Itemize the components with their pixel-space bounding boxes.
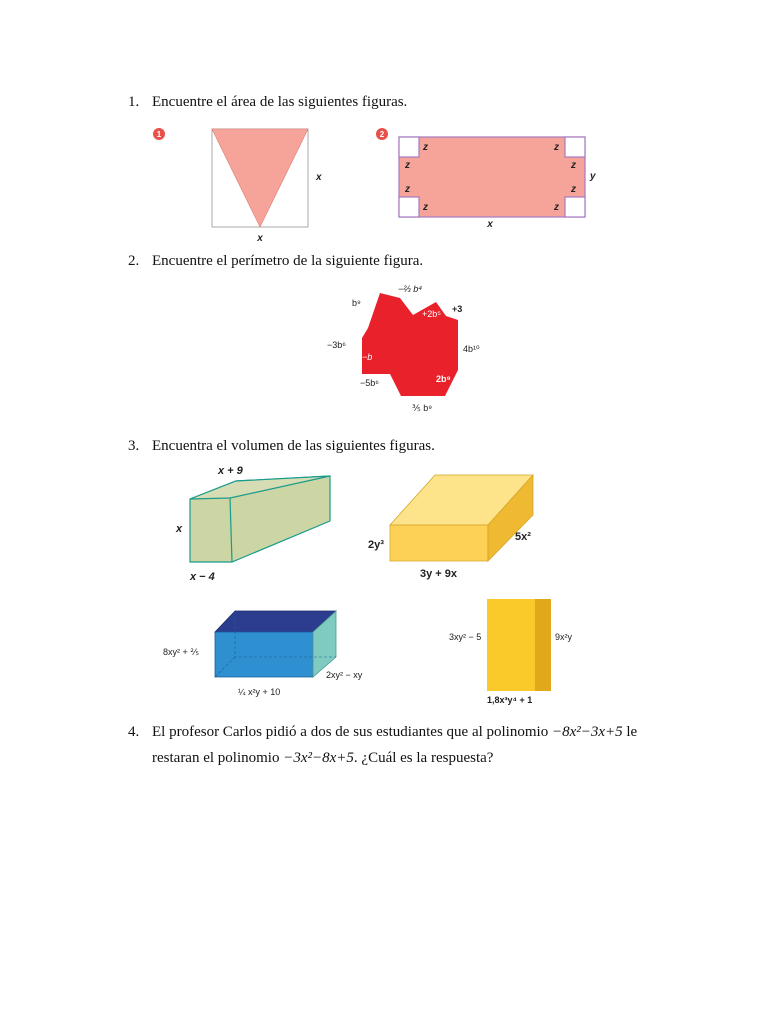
question-2 [128,251,423,271]
badge-number: 1 [156,130,162,139]
corner-square-tl [399,137,419,157]
corner-label: z [405,184,410,195]
bottom-label: x [487,219,493,230]
polynomial-1: −8x²−3x+5 [551,724,623,740]
corner-label: z [554,142,559,153]
corner-label: z [423,202,428,213]
box-depth-label: 2xy² − xy [326,670,363,680]
box-width-label: ¼ x²y + 10 [238,687,281,697]
badge-number: 2 [379,130,385,139]
question-text: Encuentre el perímetro de la siguiente figura. [152,253,424,269]
box-front-face [215,632,313,677]
question-text-a: El profesor Carlos pidió a dos de sus estudiantes que al polinomio [152,724,549,740]
box-depth-label: 5x² [515,531,531,543]
question-3 [128,436,435,456]
question-text-d: . ¿Cuál es la respuesta? [353,750,494,766]
corner-square-br [565,197,585,217]
question-number: 2. [128,253,140,269]
question-4 [128,722,637,742]
corner-label: z [423,142,428,153]
rectangle-area-figure [372,122,602,232]
question-text: Encuentra el volumen de las siguientes figuras. [152,438,435,454]
edge-label-minusb: −b [362,352,373,362]
edge-label-b9: b⁹ [352,298,361,308]
side-label: y [590,171,596,182]
corner-label: z [571,160,576,171]
box-base-label: 1,8x³y⁴ + 1 [487,695,533,705]
box-width-label: 3xy² − 5 [449,632,482,642]
edge-label-right: 4b¹⁰ [463,344,480,354]
question-1 [128,92,407,112]
question-number: 1. [128,94,140,110]
prism-bottom-label: x − 4 [190,571,215,583]
edge-label-2b: 2b⁹ [436,374,451,384]
question-number: 4. [128,724,140,740]
question-text-c: restaran el polinomio [152,750,280,766]
prism-top-label: x + 9 [218,465,243,477]
polynomial-2: −3x²−8x+5 [283,750,354,766]
side-label: x [316,172,322,183]
question-text-b: le [626,724,638,740]
box-depth-label: 9x²y [555,632,573,642]
box-front-face [390,525,488,561]
yellow-box-volume-figure [365,470,545,582]
corner-label: z [405,160,410,171]
perimeter-figure [318,280,508,420]
blue-box-volume-figure [150,605,380,703]
bottom-label: x [257,233,263,244]
question-number: 3. [128,438,140,454]
box-side-face [535,599,551,691]
box-width-label: 3y + 9x [420,568,458,580]
corner-square-bl [399,197,419,217]
edge-label-plus3: +3 [452,304,463,314]
prism-volume-figure [170,462,340,587]
edge-label-top: −⅔ b⁴ [398,284,423,294]
box-height-label: 8xy² + ⅖ [163,647,199,657]
triangle-area-figure [150,122,340,247]
corner-label: z [554,202,559,213]
box-height-label: 2y³ [368,539,384,551]
edge-label-minus5b: −5b⁶ [360,378,379,388]
edge-label-bottom: ⅗ b⁹ [412,403,433,413]
tall-box-volume-figure [445,595,585,710]
edge-label-plus2b: +2b⁵ [422,309,441,319]
corner-square-tr [565,137,585,157]
question-text: Encuentre el área de las siguientes figuras. [152,94,408,110]
corner-label: z [571,184,576,195]
question-4-line-2 [152,750,493,767]
prism-left-label: x [176,523,183,535]
edge-label-minus3b: −3b⁶ [327,340,346,350]
